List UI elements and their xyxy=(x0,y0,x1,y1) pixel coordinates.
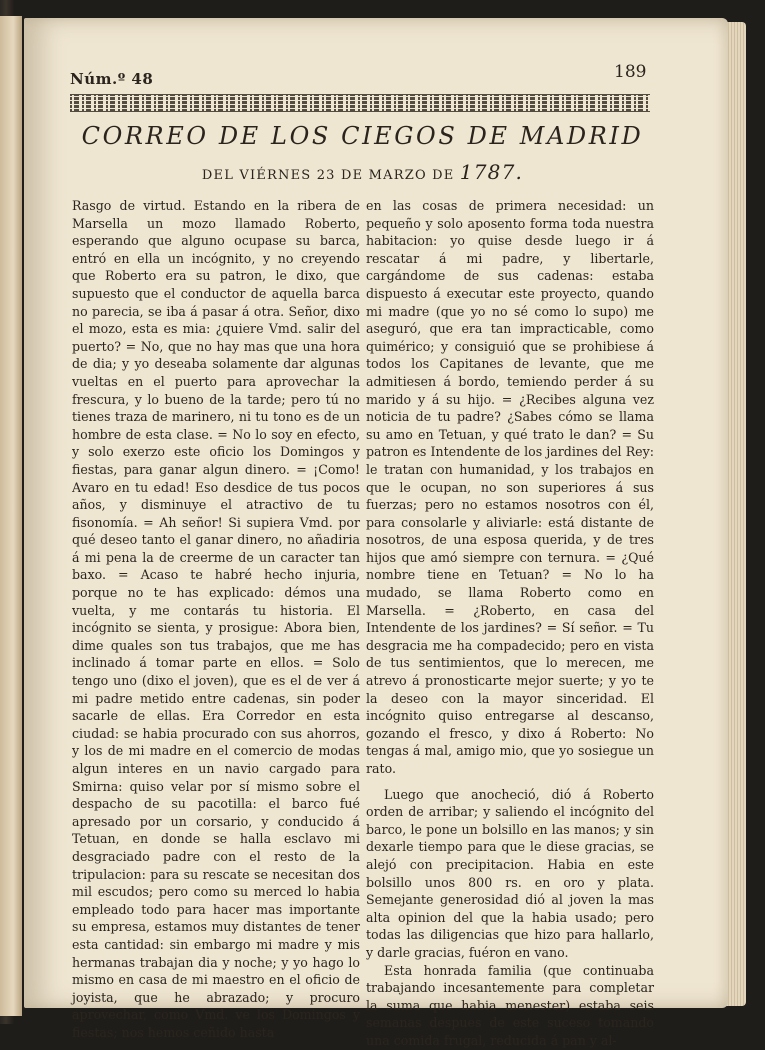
dateline-year: 1787. xyxy=(459,160,524,184)
article-paragraph: Luego que anocheció, dió á Roberto orden de arribar; y saliendo el incógnito del barco, le pone un bolsillo en las manos; y sin dexarle tiempo para que le diese gracias, se alejó con precipitacion. Habia en este bolsillo unos 800 rs. en oro y plata. Semejante generosidad dió al joven la mas alta opinion del que la habia usado; pero todas las diligencias que hizo para hallarlo, y darle gracias, fuéron en vano. xyxy=(366,786,654,960)
article-paragraph: en las cosas de primera necesidad: un pequeño y solo aposento forma toda nuestra habitacion: yo quise desde luego ir á rescatar á mi padre, y libertarle, cargándome de sus cadenas: estaba dispuesto á executar este proyecto, quando mi madre (que yo no sé como lo supo) me aseguró, que era tan impracticable, como quimérico; y consiguió que se prohibiese á todos los Capitanes de levante, que me admitiesen á bordo, temiendo perder á su marido y á su hijo. = ¿Recibes alguna vez noticia de tu padre? ¿Sabes cómo se llama su amo en Tetuan, y qué trato le dan? = Su patron es Intendente de los jardines del Rey: le tratan con humanidad, y los trabajos en que le ocupan, no son superiores á sus fuerzas; pero no estamos nosotros con él, para consolarle y aliviarle: está distante de nosotros, de una esposa querida, y de tres hijos que amó siempre con ternura. = ¿Qué nombre tiene en Tetuan? = No lo ha mudado, se llama Roberto como en Marsella. = ¿Roberto, en casa del Intendente de los jardines? = Sí señor. = Tu desgracia me ha compadecido; pero en vista de tus sentimientos, que lo merecen, me atrevo á pronosticarte mejor suerte; y yo te la deseo con la mayor sinceridad. El incógnito quiso entregarse al descanso, gozando el fresco, y dixo á Roberto: No tengas á mal, amigo mio, que yo sosiegue un rato. xyxy=(366,198,654,776)
book-page-edges xyxy=(726,22,746,1006)
article-paragraph: Rasgo de virtud. Estando en la ribera de Marsella un mozo llamado Roberto, esperando que alguno ocupase su barca, entró en ella un incógnito, y no creyendo que Roberto era su patron, le dixo, que supuesto que el conductor de aquella barca no parecia, se iba á pasar á otra. Señor, dixo el mozo, esta es mia: ¿quiere Vmd. salir del puerto? = No, que no hay mas que una hora de dia; y yo deseaba solamente dar algunas vueltas en el puerto para aprovechar la frescura, y lo bueno de la tarde; pero tú no tienes traza de marinero, ni tu tono es de un hombre de esta clase. = No lo soy en efecto, y solo exerzo este oficio los Domingos y fiestas, para ganar algun dinero. = ¡Como! Avaro en tu edad! Eso desdice de tus pocos años, y disminuye el atractivo de tu fisonomía. = Ah señor! Si supiera Vmd. por qué deseo tanto el ganar dinero, no añadiria á mi pena la de creerme de un caracter tan baxo. = Acaso te habré hecho injuria, porque no te has explicado: démos una vuelta, y me contarás tu historia. El incógnito se sienta, y prosigue: Abora bien, dime quales son tus trabajos, que me has inclinado á tomar parte en ellos. = Solo tengo uno (dixo el joven), que es el de ver á mi padre metido entre cadenas, sin poder sacarle de ellas. Era Corredor en esta ciudad: se habia procurado con sus ahorros, y los de mi madre en el comercio de modas algun interes en un navio cargado para Smirna: quiso velar por sí mismo sobre el despacho de su pacotilla: el barco fué apresado por un corsario, y conducido á Tetuan, en donde se halla esclavo mi desgraciado padre con el resto de la tripulacion: para su rescate se necesitan dos mil escudos; pero como su merced lo habia empleado todo para hacer mas importante su empresa, estamos muy distantes de tener esta cantidad: sin embargo mi madre y mis hermanas trabajan dia y noche; y yo hago lo mismo en casa de mi maestro en el oficio de joyista, que he abrazado; y procuro aprovechar, como Vmd. ve los Domingos y fiestas; nos hemos ceñido hasta xyxy=(72,198,360,1040)
dateline-text: DEL VIÉRNES 23 DE MARZO DE xyxy=(201,168,455,183)
right-column xyxy=(366,197,654,1050)
facing-page-edge xyxy=(0,16,22,1016)
dateline xyxy=(70,160,655,184)
page-number: 189 xyxy=(614,62,647,82)
left-column xyxy=(72,197,360,1042)
article-paragraph: Esta honrada familia (que continuaba trabajando incesantemente para completar la suma que habia menester) estaba seis semanas despues de este suceso tomando una comida frugal, reducida á pan y al- xyxy=(366,962,654,1048)
masthead-title: CORREO DE LOS CIEGOS DE MADRID xyxy=(81,122,644,150)
issue-number: Núm.º 48 xyxy=(70,70,154,88)
decorative-border-ornament xyxy=(70,94,650,112)
